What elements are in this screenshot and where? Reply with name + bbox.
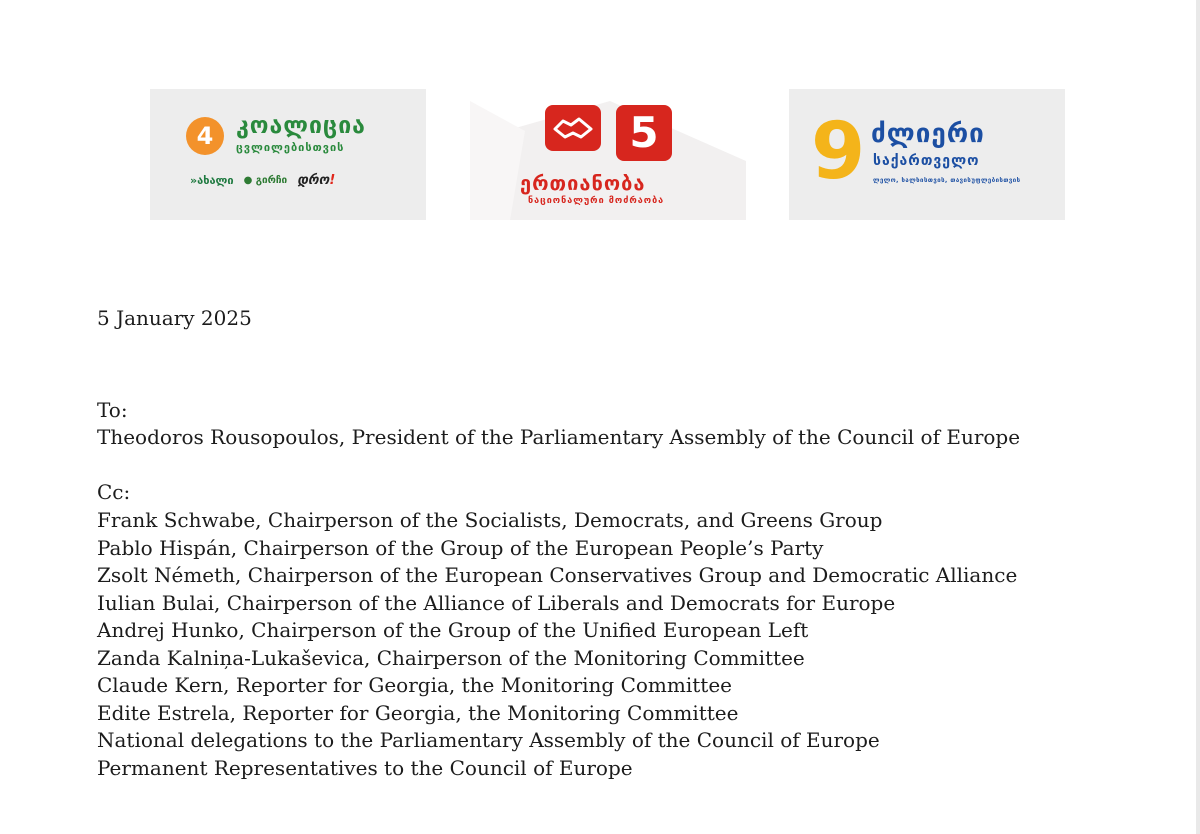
party-subtitle: ნაციონალური მოძრაობა (528, 196, 665, 206)
cc-recipient: Andrej Hunko, Chairperson of the Group of the Unified European Left (97, 618, 809, 642)
party-tagline: ლელო, ხალხისთვის, თავისუფლებისთვის (873, 177, 1021, 184)
party-number-badge: 5 (616, 105, 672, 161)
partner-girchi: ● გირჩი (243, 175, 288, 186)
partner-droa: დრო! (297, 173, 336, 188)
party-subtitle: ცვლილებისთვის (236, 141, 345, 154)
logo-unity-national-movement (470, 89, 746, 220)
to-recipient: Theodoros Rousopoulos, President of the Parliamentary Assembly of the Council of Europe (97, 425, 1021, 449)
cc-recipient-list (97, 507, 1017, 782)
partner-axali: »ახალი (190, 174, 234, 187)
cc-recipient: Zsolt Németh, Chairperson of the European Conservatives Group and Democratic Alliance (97, 563, 1018, 587)
partner-logos (190, 173, 335, 188)
cc-recipient: Pablo Hispán, Chairperson of the Group of the European People’s Party (97, 535, 824, 560)
cc-label: Cc: (97, 480, 131, 504)
letter-date: 5 January 2025 (97, 306, 252, 330)
page-edge (1196, 0, 1200, 834)
logo-strong-georgia (789, 89, 1065, 220)
cc-recipient: Iulian Bulai, Chairperson of the Alliance of Liberals and Democrats for Europe (97, 590, 896, 615)
cc-recipient: National delegations to the Parliamentary Assembly of the Council of Europe (97, 728, 880, 752)
party-name: კოალიცია (236, 113, 366, 139)
cc-recipient: Permanent Representatives to the Council of Europe (97, 755, 633, 780)
party-name: ძლიერი (871, 119, 985, 149)
party-number-badge: 9 (811, 107, 866, 197)
pinecone-icon: ● (243, 175, 253, 186)
to-label: To: (97, 398, 128, 422)
cc-recipient: Frank Schwabe, Chairperson of the Socialists, Democrats, and Greens Group (97, 508, 883, 532)
cc-recipient: Claude Kern, Reporter for Georgia, the Monitoring Committee (97, 673, 732, 697)
party-number-badge: 4 (186, 117, 224, 155)
handshake-icon (545, 105, 601, 151)
cc-recipient: Zanda Kalniņa-Lukaševica, Chairperson of the Monitoring Committee (97, 645, 805, 670)
chevrons-icon: » (190, 174, 198, 187)
logo-coalition-for-change (150, 89, 426, 220)
party-subtitle: საქართველო (873, 153, 980, 169)
cc-recipient: Edite Estrela, Reporter for Georgia, the Monitoring Committee (97, 700, 739, 725)
party-name: ერთიანობა (520, 171, 646, 195)
